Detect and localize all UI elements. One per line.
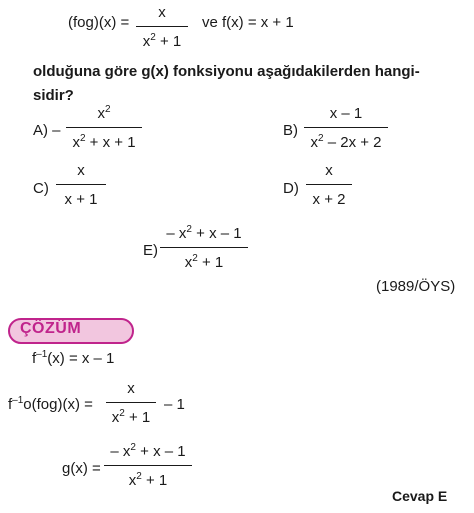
solution-line2-lhs: $f^{-1}o(fog)(x)$ = xyxy=(8,395,93,413)
option-b-label: B) xyxy=(283,122,298,139)
option-b-numerator: x – 1 xyxy=(329,105,363,122)
option-e-fraction xyxy=(160,225,248,272)
fraction-bar xyxy=(66,127,142,128)
solution-line3-lhs: g(x) = xyxy=(62,460,101,477)
option-b-denominator: $x^2 - 2x + 2$ xyxy=(310,133,382,151)
option-a-label: A) – xyxy=(33,122,61,139)
option-c-denominator: x + 1 xyxy=(64,191,98,208)
option-d-denominator: x + 2 xyxy=(312,191,346,208)
solution-line2-numerator: x xyxy=(127,380,135,397)
option-d-label: D) xyxy=(283,180,299,197)
solution-line3-numerator: – $x^2 + x - 1$ xyxy=(110,442,186,460)
question-stem-line1: olduğuna göre g(x) fonksiyonu aşağıdakilerden hangi- xyxy=(33,63,420,80)
option-c-label: C) xyxy=(33,180,49,197)
given-denominator: $x^2 + 1$ xyxy=(142,32,182,50)
option-c-numerator: x xyxy=(77,162,85,179)
solution-line2-denominator: $x^2 + 1$ xyxy=(111,408,151,426)
fraction-bar xyxy=(106,402,156,403)
answer-label: Cevap E xyxy=(392,488,448,504)
fraction-bar xyxy=(160,247,248,248)
option-e-label: E) xyxy=(143,242,158,259)
option-a-fraction xyxy=(66,105,142,152)
option-b-fraction xyxy=(304,105,388,152)
fraction-bar xyxy=(56,184,106,185)
option-a-numerator: $x^2$ xyxy=(97,104,111,122)
fraction-bar xyxy=(104,465,192,466)
option-a-denominator: $x^2 + x + 1$ xyxy=(72,133,136,151)
option-e-numerator: – $x^2 + x - 1$ xyxy=(166,224,242,242)
option-d-numerator: x xyxy=(325,162,333,179)
option-c-fraction xyxy=(56,162,106,209)
fraction-bar xyxy=(306,184,352,185)
source-citation: (1989/ÖYS) xyxy=(376,278,456,295)
given-lhs: (fog)(x) = xyxy=(68,14,130,31)
solution-badge-label: ÇÖZÜM xyxy=(20,320,82,337)
fraction-bar xyxy=(136,26,188,27)
question-stem-line2: sidir? xyxy=(33,87,74,104)
solution-line3-fraction xyxy=(104,443,192,490)
solution-line1: $f^{-1}(x) = x - 1$ xyxy=(32,349,115,367)
given-numerator: x xyxy=(158,4,166,21)
option-e-denominator: $x^2 + 1$ xyxy=(184,253,224,271)
given-f-definition: ve f(x) = x + 1 xyxy=(202,14,294,31)
solution-line2-fraction xyxy=(106,380,156,427)
given-fraction xyxy=(136,4,188,51)
solution-line3-denominator: $x^2 + 1$ xyxy=(128,471,168,489)
option-d-fraction xyxy=(306,162,352,209)
fraction-bar xyxy=(304,127,388,128)
solution-line2-tail: – 1 xyxy=(164,396,185,413)
